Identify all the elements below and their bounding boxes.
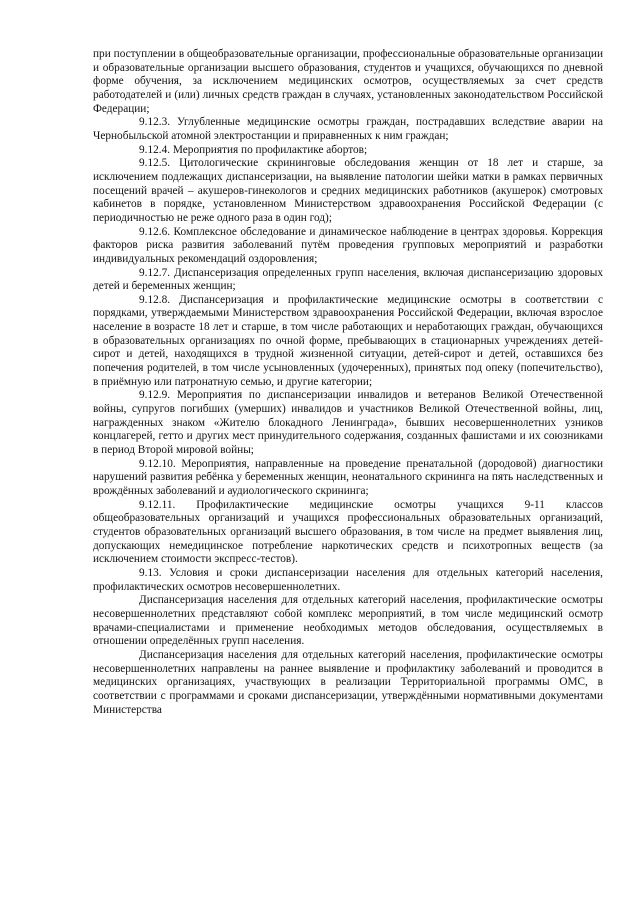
paragraph-9-12-3: 9.12.3. Углубленные медицинские осмотры граждан, пострадавших вследствие аварии на Чернобыльской атомной электростанции и приравненных к ним граждан; <box>93 116 603 142</box>
paragraph-9-12-4: 9.12.4. Мероприятия по профилактике абортов; <box>139 143 368 156</box>
paragraph-9-12-11: 9.12.11. Профилактические медицинские осмотры учащихся 9-11 классов общеобразовательных организаций и учащихся профессиональных образовательных организаций, студентов образовательных организаций высшего образования, в том числе на предмет выявления лиц, допускающих немедицинское потребление наркотических средств и психотропных веществ (за исключением стоимости экспресс-тестов). <box>93 498 603 566</box>
paragraph-9-12-7: 9.12.7. Диспансеризация определенных групп населения, включая диспансеризацию здоровых детей и беременных женщин; <box>93 266 603 293</box>
document-page <box>93 48 603 717</box>
paragraph-9-13: 9.13. Условия и сроки диспансеризации населения для отдельных категорий населения, профилактических осмотров несовершеннолетних. <box>93 566 603 593</box>
paragraph-9-12-10: 9.12.10. Мероприятия, направленные на проведение пренатальной (дородовой) диагностики нарушений развития ребёнка у беременных женщин, неонатального скрининга на пять наследственных и врождённых заболеваний и аудиологического скрининга; <box>93 457 603 497</box>
paragraph-9-12-5: 9.12.5. Цитологические скрининговые обследования женщин от 18 лет и старше, за исключением подлежащих диспансеризации, на выявление патологии шейки матки в рамках первичных посещений врачей – акушеров-гинекологов и средних медицинских работников (акушерок) смотровых кабинетов в порядке, установленном Министерством здравоохранения Российской Федерации (с периодичностью не реже одного раза в один год); <box>93 157 603 224</box>
paragraph-9-12-9: 9.12.9. Мероприятия по диспансеризации инвалидов и ветеранов Великой Отечественной войны, супругов погибших (умерших) инвалидов и участников Великой Отечественной войны, лиц, награжденных знаком «Жителю блокадного Ленинграда», бывших несовершеннолетних узников концлагерей, гетто и других мест принудительного содержания, созданных фашистами и их союзниками в период Второй мировой войны; <box>93 389 603 457</box>
paragraph-intro-continuation: при поступлении в общеобразовательные организации, профессиональные образовательные организации и образовательные организации высшего образования, студентов и учащихся, обучающихся по дневной форме обучения, за исключением медицинских осмотров, осуществляемых за счет средств работодателей и (или) личных средств граждан в случаях, установленных законодательством Российской Федерации; <box>93 48 603 115</box>
paragraph-9-12-8: 9.12.8. Диспансеризация и профилактические медицинские осмотры в соответствии с порядками, утверждаемыми Министерством здравоохранения Российской Федерации, включая взрослое население в возрасте 18 лет и старше, в том числе работающих и неработающих граждан, обучающихся в образовательных организациях по очной форме, пребывающих в стационарных учреждениях детей-сирот и детей, находящихся в трудной жизненной ситуации, детей-сирот и детей, оставшихся без попечения родителей, в том числе усыновленных (удочеренных), принятых под опеку (попечительство), в приёмную или патронатную семью, и другие категории; <box>93 293 603 388</box>
paragraph-dispensary-definition: Диспансеризация населения для отдельных категорий населения, профилактические осмотры несовершеннолетних представляют собой комплекс мероприятий, в том числе медицинский осмотр врачами-специалистами и применение необходимых методов обследования, осуществляемых в отношении определённых групп населения. <box>93 594 603 648</box>
paragraph-9-12-6: 9.12.6. Комплексное обследование и динамическое наблюдение в центрах здоровья. Коррекция факторов риска развития заболеваний путём проведения групповых мероприятий и разработки индивидуальных рекомендаций оздоровления; <box>93 225 603 265</box>
paragraph-dispensary-purpose: Диспансеризация населения для отдельных категорий населения, профилактические осмотры несовершеннолетних направлены на раннее выявление и профилактику заболеваний и проводится в медицинских организациях, участвующих в реализации Территориальной программы ОМС, в соответствии с программами и сроками диспансеризации, утверждёнными нормативными документами Министерства <box>93 648 603 716</box>
